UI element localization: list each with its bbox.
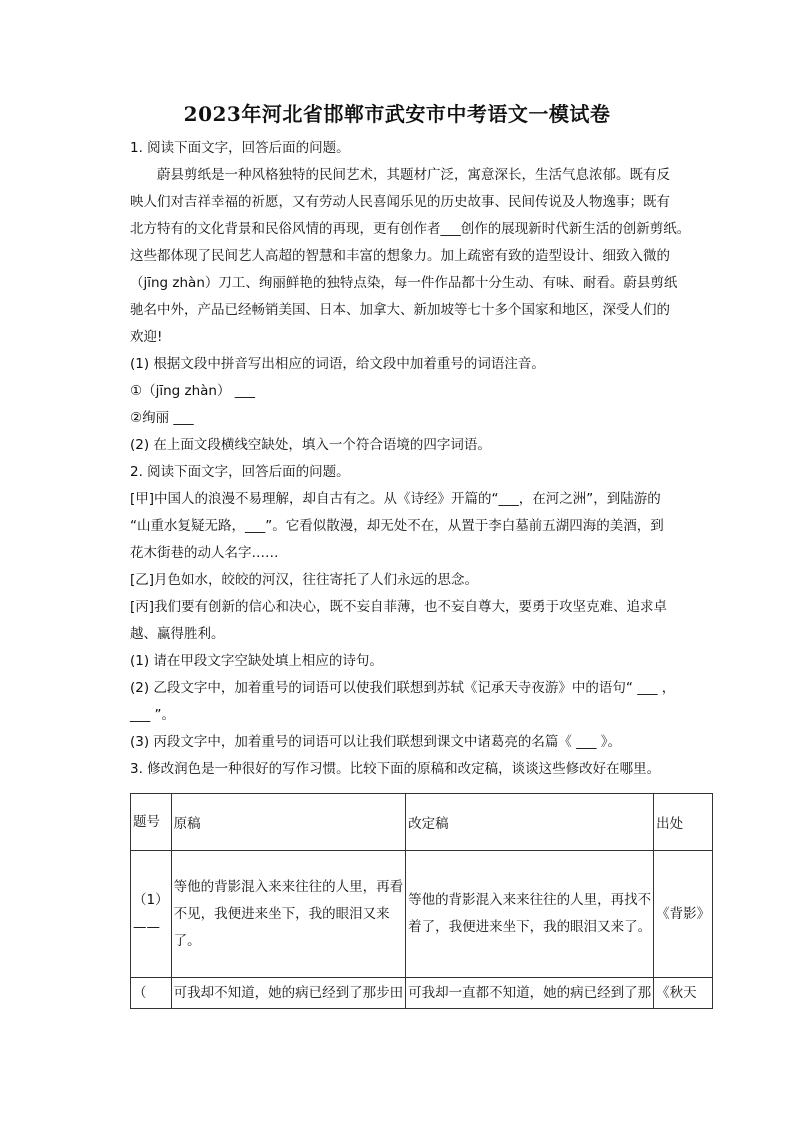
header-source: 出处 [654,794,713,851]
row-number: （1）—— [131,851,172,978]
text-line: 2. 阅读下面文字，回答后面的问题。 [130,464,350,480]
text-line: 驰名中外，产品已经畅销美国、日本、加拿大、新加坡等七十多个国家和地区，深受人们的 [130,302,670,318]
row-revised: 可我却一直都不知道，她的病已经到了那 [406,978,654,1009]
text-line: 北方特有的文化背景和民俗风情的再现，更有创作者___创作的展现新时代新生活的创新剪纸。 [130,221,691,237]
text-line: [乙]月色如水，皎皎的河汉，往往寄托了人们永远的思念。 [130,572,479,588]
revision-table [130,793,713,1009]
text-line: 映人们对吉祥幸福的祈愿，又有劳动人民喜闻乐见的历史故事、民间传说及人物逸事；既有 [130,194,670,210]
text-line: 越、赢得胜利。 [130,626,225,642]
text-line: (1) 请在甲段文字空缺处填上相应的诗句。 [130,653,383,669]
text-line: 蔚县剪纸是一种风格独特的民间艺术，其题材广泛，寓意深长，生活气息浓郁。既有反 [157,167,670,183]
row-original: 等他的背影混入来来往往的人里，再看不见，我便进来坐下，我的眼泪又来了。 [171,851,406,978]
text-line: 欢迎! [130,329,163,345]
row-original: 可我却不知道，她的病已经到了那步田 [171,978,406,1009]
table-row [131,851,713,978]
text-line: 3. 修改润色是一种很好的写作习惯。比较下面的原稿和改定稿，谈谈这些修改好在哪里。 [130,761,661,777]
text-line: （jīng zhàn）刀工、绚丽鲜艳的独特点染，每一件作品都十分生动、有味、耐看。蔚县剪纸 [130,275,678,291]
row-source: 《背影》 [654,851,713,978]
header-original: 原稿 [171,794,406,851]
page-title: 2023年河北省邯郸市武安市中考语文一模试卷 [183,102,611,126]
row-number: （ [131,978,172,1009]
text-line: “山重水复疑无路，___”。它看似散漫，却无处不在，从置于李白墓前五湖四海的美酒，到 [130,518,664,534]
table-header-row [131,794,713,851]
row-revised: 等他的背影混入来来往往的人里，再找不着了，我便进来坐下，我的眼泪又来了。 [406,851,654,978]
text-line: (1) 根据文段中拼音写出相应的词语，给文段中加着重号的词语注音。 [130,356,545,372]
text-line: ___ ”。 [130,707,176,723]
text-line: (3) 丙段文字中，加着重号的词语可以让我们联想到课文中诸葛亮的名篇《 ___ 》。 [130,734,621,750]
text-line: ①（jīng zhàn） ___ [130,383,256,399]
table-row [131,978,713,1009]
text-line: 1. 阅读下面文字，回答后面的问题。 [130,140,350,156]
text-line: [甲]中国人的浪漫不易理解，却自古有之。从《诗经》开篇的“___，在河之洲”，到陆游的 [130,491,661,507]
text-line: 这些都体现了民间艺人高超的智慧和丰富的想象力。加上疏密有致的造型设计、细致入微的 [130,248,670,264]
text-line: ②绚丽 ___ [130,410,194,426]
text-line: (2) 乙段文字中，加着重号的词语可以使我们联想到苏轼《记承天寺夜游》中的语句“ ___ ， [130,680,676,696]
header-number: 题号 [131,794,172,851]
row-source: 《秋天 [654,978,713,1009]
header-revised: 改定稿 [406,794,654,851]
question-body [130,135,695,783]
text-line: [丙]我们要有创新的信心和决心，既不妄自菲薄，也不妄自尊大，要勇于攻坚克难、追求卓 [130,599,668,615]
text-line: (2) 在上面文段横线空缺处，填入一个符合语境的四字词语。 [130,437,491,453]
text-line: 花木街巷的动人名字…… [130,545,279,561]
